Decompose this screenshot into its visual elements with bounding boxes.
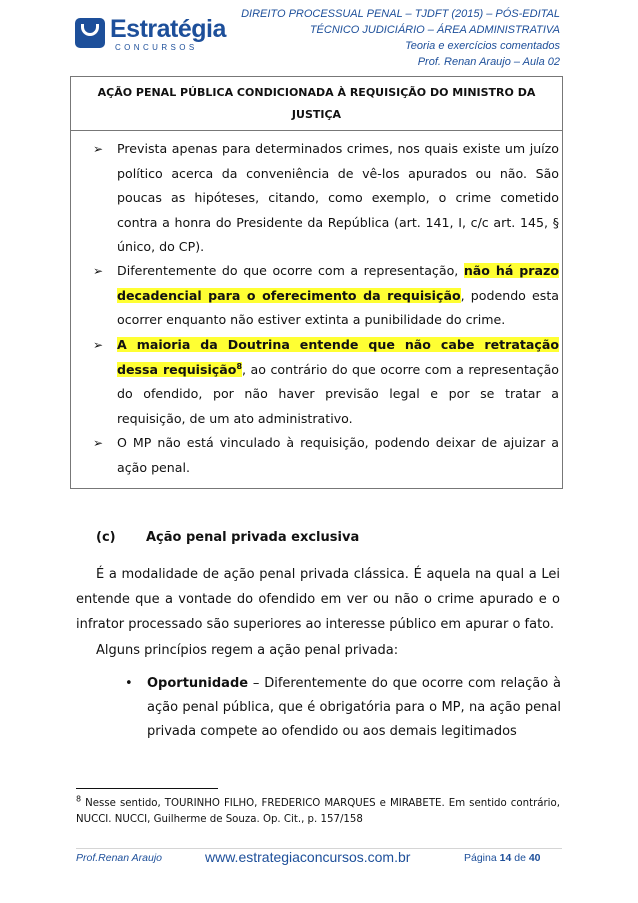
box-item-2 xyxy=(93,259,559,333)
page-total: 40 xyxy=(528,852,541,864)
footnote-number: 8 xyxy=(76,794,82,804)
footer-page xyxy=(464,852,541,864)
header-subtitle: Teoria e exercícios comentados xyxy=(405,40,560,52)
page-of: de xyxy=(514,852,526,864)
paragraph-1-text: É a modalidade de ação penal privada clássica. É aquela na qual a Lei entende que a vontade do ofendido em ver ou não o crime apurado e o infrator processado são superiores ao interesse público em apurar o fato. xyxy=(76,567,560,632)
page-label: Página xyxy=(464,852,497,864)
paragraph-1 xyxy=(76,562,560,637)
header-position: TÉCNICO JUDICIÁRIO – ÁREA ADMINISTRATIVA xyxy=(309,24,560,36)
paragraph-2 xyxy=(76,638,560,663)
logo-sub: CONCURSOS xyxy=(115,43,198,52)
box-item-1 xyxy=(93,137,559,260)
box-title-line2: JUSTIÇA xyxy=(291,108,342,121)
box-item-3-highlight-text: A maioria da Doutrina entende que não cabe retratação dessa requisição xyxy=(117,337,559,377)
bullet-item-oportunidade xyxy=(147,672,561,744)
section-heading xyxy=(96,530,359,545)
arrow-bullet-icon: ➢ xyxy=(93,264,104,278)
box-item-1-text: Prevista apenas para determinados crimes, nos quais existe um juízo político acerca da conveniência de vê-los apurados ou não. São poucas as hipóteses, citando, como exemplo, o crime cometido contra a honra do Presidente da República (art. 141, I, c/c art. 145, § único, do CP). xyxy=(117,141,559,254)
section-number: (c) xyxy=(96,530,116,545)
section-title: Ação penal privada exclusiva xyxy=(146,530,360,545)
arrow-bullet-icon: ➢ xyxy=(93,338,104,352)
arrow-bullet-icon: ➢ xyxy=(93,436,104,450)
box-item-3-post: , ao contrário do que ocorre com a representação do ofendido, por não haver previsão legal e por se tratar a requisição, de um ato administrativo. xyxy=(117,361,559,426)
box-item-2-post: , podendo esta ocorrer enquanto não estiver extinta a punibilidade do crime. xyxy=(117,287,559,327)
box-title-line1: AÇÃO PENAL PÚBLICA CONDICIONADA À REQUISIÇÃO DO MINISTRO DA xyxy=(97,86,536,99)
footnote-divider xyxy=(76,788,218,789)
footer-author: Prof.Renan Araujo xyxy=(76,852,162,864)
box-item-2-highlight: não há prazo decadencial para o oferecimento da requisição xyxy=(117,263,560,303)
bullet-dot-icon: • xyxy=(125,676,133,691)
box-item-3 xyxy=(93,333,559,431)
arrow-bullet-icon: ➢ xyxy=(93,142,104,156)
box-item-2-pre: Diferentemente do que ocorre com a representação, xyxy=(117,263,464,278)
footnote-ref: 8 xyxy=(236,361,243,371)
paragraph-2-text: Alguns princípios regem a ação penal privada: xyxy=(96,643,399,658)
bullet-term: Oportunidade xyxy=(147,676,249,691)
box-item-4-text: O MP não está vinculado à requisição, podendo deixar de ajuizar a ação penal. xyxy=(117,435,559,475)
footnote-text: Nesse sentido, TOURINHO FILHO, FREDERICO MARQUES e MIRABETE. Em sentido contrário, NUCCI. NUCCI, Guilherme de Souza. Op. Cit., p. 157/158 xyxy=(76,798,560,825)
bullet-text: – Diferentemente do que ocorre com relação à ação penal pública, que é obrigatória para o MP, na ação penal privada compete ao ofendido ou aos demais legitimados xyxy=(147,676,561,739)
logo-word: Estratégia xyxy=(110,15,226,43)
footer-url-link[interactable]: www.estrategiaconcursos.com.br xyxy=(205,849,411,865)
owl-icon xyxy=(75,18,105,48)
summary-box xyxy=(70,76,563,489)
header-course: DIREITO PROCESSUAL PENAL – TJDFT (2015) – PÓS-EDITAL xyxy=(241,8,560,20)
box-title xyxy=(71,77,562,131)
footnote xyxy=(76,796,560,828)
box-item-4 xyxy=(93,431,559,480)
header-lesson: Prof. Renan Araujo – Aula 02 xyxy=(417,56,560,68)
page-number: 14 xyxy=(499,852,512,864)
